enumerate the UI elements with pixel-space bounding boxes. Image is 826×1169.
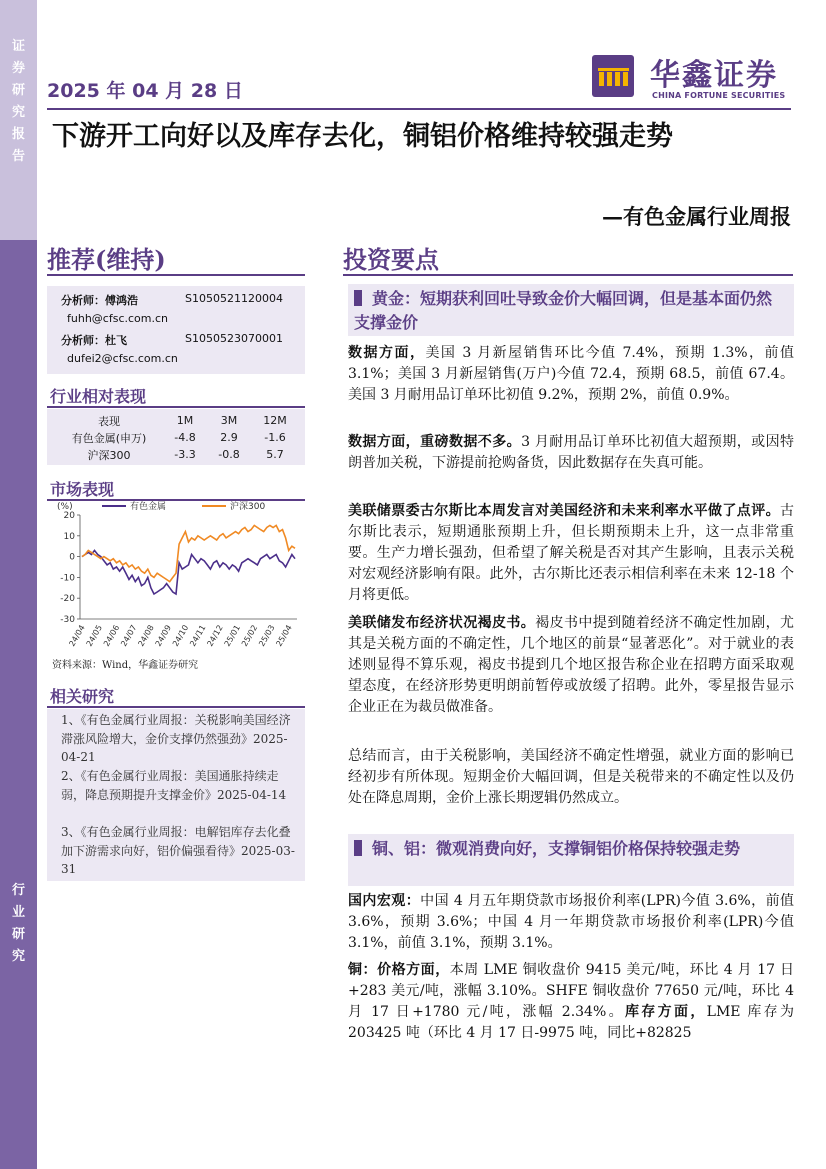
legend-label: 沪深300 (230, 502, 266, 512)
series-line (82, 550, 295, 594)
rating-heading: 推荐(维持) (47, 245, 166, 274)
para-lead: 铜：价格方面， (348, 962, 450, 978)
section-marker (354, 290, 362, 306)
analyst-1 (61, 292, 138, 308)
para-text: 褐皮书中提到随着经济不确定性加剧，尤其是关税方面的不确定性，几个地区的前景“显著恶化”。对于就业的表述则显得不算乐观，褐皮书提到几个地区报告称企业在招聘方面采取观望态度，在经济形势更明朗前暂停或放缓了招聘。此外，零星报告显示企业正在为裁员做准备。 (348, 615, 795, 715)
perf-cell: -0.8 (218, 448, 240, 461)
x-tick-label: 24/10 (170, 623, 191, 648)
perf-col-3m: 3M (220, 414, 238, 427)
related-heading: 相关研究 (50, 687, 115, 706)
invest-heading: 投资要点 (343, 245, 439, 274)
y-tick-label: -10 (60, 573, 75, 584)
perf-row-name: 沪深300 (87, 448, 131, 462)
perf-cell: -3.3 (174, 448, 196, 461)
x-tick-label: 24/08 (136, 623, 156, 648)
analyst-box (47, 286, 305, 374)
table-row (55, 429, 299, 446)
para-text: 美国 3 月新屋销售环比今值 7.4%，预期 1.3%，前值 3.1%；美国 3 月新屋销售(万户)今值 72.4，预期 68.5，前值 67.4。美国 3 月耐用品订单环比初值 9.2%，预期 2%，前值 0.9%。 (348, 345, 794, 403)
perf-cell: 5.7 (266, 448, 284, 461)
analyst-1-label: 分析师： (61, 294, 105, 307)
gold-para-1 (348, 343, 794, 406)
copper-heading-box (348, 834, 794, 886)
x-tick-label: 24/06 (101, 623, 122, 648)
para-lead: 美联储发布经济状况褐皮书。 (348, 615, 536, 631)
market-chart-svg (47, 499, 305, 651)
rating-divider (47, 274, 305, 276)
legend-label: 有色金属 (130, 502, 167, 512)
related-item-2[interactable]: 2、《有色金属行业周报：美国通胀持续走弱，降息预期提升支撑金价》2025-04-14 (61, 769, 287, 802)
copper-heading-text: 铜、铝：微观消费向好，支撑铜铝价格保持较强走势 (372, 839, 741, 858)
y-tick-label: -20 (60, 594, 75, 605)
invest-divider (343, 274, 793, 276)
related-box (47, 709, 305, 881)
para-text: 本周 LME 铜收盘价 9415 美元/吨，环比 4 月 17 日+283 美元/吨，涨幅 3.10%。SHFE 铜收盘价 77650 元/吨，环比 4 月 17 日+1780 元/吨，涨幅 2.34%。 (348, 962, 794, 1020)
report-title: 下游开工向好以及库存去化，铜铝价格维持较强走势 (52, 121, 673, 152)
para-lead: 数据方面，重磅数据不多。 (348, 434, 522, 450)
para-text: 古尔斯比表示，短期通胀预期上升，但长期预期未上升，这一点非常重要。生产力增长强劲，但希望了解关税是否对其产生影响，且表示关税对宏观经济影响有限。此外，古尔斯比还表示相信利率在未来 12-18 个月将更低。 (348, 503, 794, 603)
x-tick-label: 25/03 (257, 623, 277, 648)
gold-para-3 (348, 501, 794, 606)
para-lead: 库存方面， (624, 1004, 707, 1020)
perf-col-label: 表现 (98, 414, 120, 428)
analyst-2 (61, 332, 127, 348)
para-text: 总结而言，由于关税影响，美国经济不确定性增强，就业方面的影响已经初步有所体现。短期金价大幅回调，但是关税带来的不确定性以及仍处在降息周期，金价上涨长期逻辑仍然成立。 (348, 748, 794, 806)
x-tick-label: 25/01 (222, 623, 242, 648)
performance-heading: 行业相对表现 (50, 387, 147, 406)
y-tick-label: 0 (69, 552, 75, 563)
x-tick-label: 24/09 (153, 623, 173, 648)
analyst-1-name: 傅鸿浩 (105, 294, 138, 307)
sidebar-top-label (0, 36, 37, 168)
gold-heading-box (348, 284, 794, 336)
y-tick-label: -30 (60, 615, 75, 625)
gold-heading-text: 黄金：短期获利回吐导致金价大幅回调，但是基本面仍然支撑金价 (354, 289, 773, 332)
x-tick-label: 24/07 (119, 623, 139, 648)
related-item-1[interactable]: 1、《有色金属行业周报：关税影响美国经济滞涨风险增大，金价支撑仍然强劲》2025-04-21 (61, 713, 291, 764)
x-tick-label: 24/04 (67, 623, 87, 648)
perf-cell: -1.6 (264, 431, 286, 444)
performance-table (55, 412, 299, 463)
para-text: 3 月耐用品订单环比初值大超预期，或因特朗普加关税，下游提前抢购备货，因此数据存在失真可能。 (348, 434, 795, 471)
gold-heading (348, 284, 794, 335)
related-item-3[interactable]: 3、《有色金属行业周报：电解铝库存去化叠加下游需求向好，铝价偏强看待》2025-03-31 (61, 825, 295, 876)
x-tick-label: 25/02 (239, 623, 260, 648)
analyst-2-email[interactable]: dufei2@cfsc.com.cn (67, 352, 178, 365)
copper-heading (348, 834, 794, 861)
x-tick-label: 25/04 (274, 623, 294, 648)
company-logo-icon (592, 55, 634, 97)
company-logo-english: CHINA FORTUNE SECURITIES (652, 91, 786, 100)
series-line (82, 525, 295, 581)
copper-para-1 (348, 891, 794, 954)
table-row (55, 446, 299, 463)
para-lead: 数据方面， (348, 345, 426, 361)
analyst-1-email[interactable]: fuhh@cfsc.com.cn (67, 312, 168, 325)
para-lead: 美联储票委古尔斯比本周发言对美国经济和未来利率水平做了点评。 (348, 503, 780, 519)
analyst-2-cert: S1050523070001 (185, 332, 283, 345)
company-logo-text: 华鑫证券 (650, 58, 778, 93)
perf-cell: 2.9 (220, 431, 238, 444)
sidebar-bottom-label (0, 880, 37, 968)
x-tick-label: 24/05 (84, 623, 104, 648)
section-marker (354, 840, 362, 856)
y-tick-label: 10 (63, 531, 75, 542)
perf-row-name: 有色金属(申万) (71, 431, 147, 445)
gold-para-5 (348, 746, 794, 809)
para-text: 中国 4 月五年期贷款市场报价利率(LPR)今值 3.6%，前值 3.6%，预期 3.6%；中国 4 月一年期贷款市场报价利率(LPR)今值 3.1%，前值 3.1%，预期 3.1%。 (348, 893, 794, 951)
perf-col-12m: 12M (263, 414, 287, 427)
analyst-2-label: 分析师： (61, 334, 105, 347)
report-date: 2025 年 04 月 28 日 (47, 80, 243, 102)
gold-para-2 (348, 432, 794, 474)
x-tick-label: 24/11 (188, 623, 208, 648)
market-chart (47, 499, 305, 651)
para-text: LME 库存为 203425 吨（环比 4 月 17 日-9975 吨，同比+82825 (348, 1004, 794, 1041)
chart-source: 资料来源：Wind，华鑫证券研究 (52, 660, 199, 671)
analyst-2-name: 杜飞 (105, 334, 127, 347)
y-axis-label: (%) (57, 502, 73, 512)
perf-cell: -4.8 (174, 431, 196, 444)
copper-para-2 (348, 960, 794, 1044)
performance-header-row (55, 412, 299, 429)
analyst-1-cert: S1050521120004 (185, 292, 283, 305)
sidebar-text: 证券研究报告 (11, 39, 25, 164)
header-divider (47, 108, 791, 110)
sidebar-text: 行业研究 (11, 883, 25, 964)
para-lead: 国内宏观： (348, 893, 421, 909)
performance-divider (47, 406, 305, 408)
related-divider (47, 706, 305, 708)
perf-col-1m: 1M (176, 414, 194, 427)
y-tick-label: 20 (63, 511, 75, 521)
market-heading: 市场表现 (50, 480, 115, 499)
gold-para-4 (348, 613, 794, 718)
x-tick-label: 24/12 (205, 623, 225, 648)
report-subtitle: —有色金属行业周报 (602, 204, 791, 229)
performance-box (47, 409, 305, 465)
